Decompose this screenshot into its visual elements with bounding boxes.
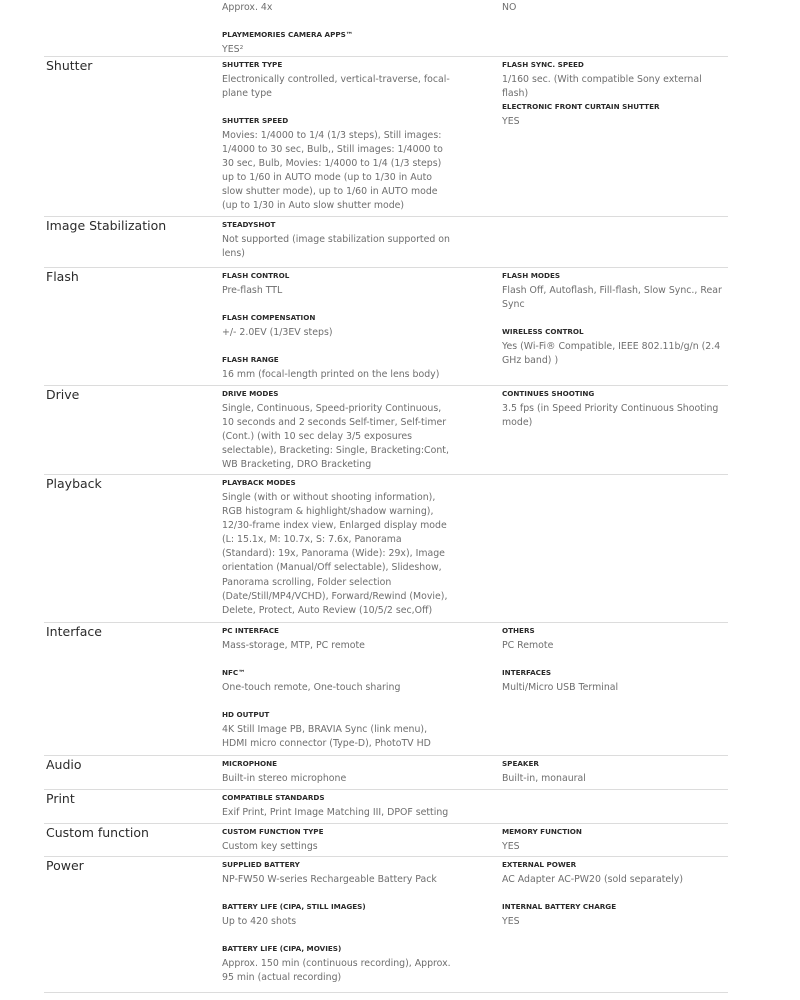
- spec-value: Not supported (image stabilization supported on lens): [222, 234, 450, 260]
- category-heading: Audio: [46, 757, 82, 772]
- spec-label: BATTERY LIFE (CIPA, STILL IMAGES): [222, 902, 366, 911]
- spec-row-audio: [0, 759, 800, 793]
- spec-value: Up to 420 shots: [222, 916, 297, 927]
- spec-value: NO: [502, 2, 517, 13]
- spec-label: EXTERNAL POWER: [502, 860, 577, 869]
- spec-item: [502, 902, 728, 929]
- spec-item: [502, 759, 728, 786]
- spec-label: SHUTTER SPEED: [222, 116, 289, 125]
- spec-row-image-stabilization: [0, 220, 800, 271]
- spec-row-interface: [0, 626, 800, 759]
- spec-value: 3.5 fps (in Speed Priority Continuous Shooting mode): [502, 403, 719, 429]
- spec-item: [502, 668, 728, 695]
- category-heading: Image Stabilization: [46, 218, 167, 233]
- spec-value: One-touch remote, One-touch sharing: [222, 682, 401, 693]
- spec-item: [222, 355, 454, 382]
- spec-label: PC INTERFACE: [222, 626, 279, 635]
- spec-item: [222, 220, 454, 261]
- spec-item: [222, 30, 454, 57]
- category-heading: Shutter: [46, 58, 93, 73]
- spec-value: YES: [502, 916, 520, 927]
- spec-label: MICROPHONE: [222, 759, 278, 768]
- spec-row-shutter: [0, 60, 800, 220]
- spec-value: Movies: 1/4000 to 1/4 (1/3 steps), Still images: 1/4000 to 30 sec, Bulb,, Still images: 1/4000 to 30 sec, Bulb, Movies: 1/4000 to 1/4 (1/3 steps) up to 1/60 in AUTO mode (up to 1/30 in Auto slow shutter mode), up to 1/60 in AUTO mode (up to 1/30 in Auto slow shutter mode): [222, 130, 443, 212]
- spec-item: [222, 710, 454, 751]
- spec-label: ELECTRONIC FRONT CURTAIN SHUTTER: [502, 102, 660, 111]
- spec-label: FLASH SYNC. SPEED: [502, 60, 584, 69]
- spec-item: [502, 827, 728, 854]
- spec-label: NFC™: [222, 668, 246, 677]
- spec-item: [222, 478, 454, 618]
- spec-label: FLASH CONTROL: [222, 271, 290, 280]
- spec-item: [222, 271, 454, 298]
- category-heading: Print: [46, 791, 75, 806]
- spec-value: Flash Off, Autoflash, Fill-flash, Slow Sync., Rear Sync: [502, 285, 722, 311]
- spec-value: YES²: [222, 44, 244, 55]
- spec-item: [502, 271, 728, 312]
- spec-value: 1/160 sec. (With compatible Sony external flash): [502, 74, 702, 100]
- spec-value: Exif Print, Print Image Matching III, DPOF setting: [222, 807, 449, 818]
- category-heading: Interface: [46, 624, 102, 639]
- spec-row-playback: [0, 478, 800, 626]
- spec-item: [222, 389, 454, 472]
- spec-value: PC Remote: [502, 640, 554, 651]
- spec-value: YES: [502, 116, 520, 127]
- spec-row-power: [0, 860, 800, 996]
- row-divider: [44, 992, 728, 993]
- row-divider: [44, 856, 728, 857]
- spec-row-item: [0, 0, 800, 60]
- spec-row-drive: [0, 389, 800, 478]
- spec-label: SHUTTER TYPE: [222, 60, 283, 69]
- spec-label: PLAYBACK MODES: [222, 478, 296, 487]
- row-divider: [44, 789, 728, 790]
- spec-value: Mass-storage, MTP, PC remote: [222, 640, 365, 651]
- category-heading: Flash: [46, 269, 79, 284]
- spec-label: PLAYMEMORIES CAMERA APPS™: [222, 30, 354, 39]
- spec-label: WIRELESS CONTROL: [502, 327, 584, 336]
- spec-value: Pre-flash TTL: [222, 285, 283, 296]
- spec-item: [222, 793, 454, 820]
- spec-value: Built-in stereo microphone: [222, 773, 347, 784]
- spec-value: YES: [502, 841, 520, 852]
- spec-item: [502, 0, 728, 15]
- spec-value: 16 mm (focal-length printed on the lens body): [222, 369, 440, 380]
- category-heading: Playback: [46, 476, 102, 491]
- spec-item: [502, 389, 728, 430]
- spec-item: [222, 827, 454, 854]
- spec-row-print: [0, 793, 800, 827]
- spec-label: SPEAKER: [502, 759, 539, 768]
- spec-value: Multi/Micro USB Terminal: [502, 682, 619, 693]
- spec-label: FLASH RANGE: [222, 355, 279, 364]
- spec-item: [222, 902, 454, 929]
- spec-item: [222, 860, 454, 887]
- spec-label: SUPPLIED BATTERY: [222, 860, 300, 869]
- spec-label: COMPATIBLE STANDARDS: [222, 793, 325, 802]
- category-heading: Custom function: [46, 825, 149, 840]
- spec-item: [222, 944, 454, 985]
- spec-value: Built-in, monaural: [502, 773, 586, 784]
- spec-label: STEADYSHOT: [222, 220, 276, 229]
- spec-item: [222, 116, 454, 214]
- spec-value: Approx. 150 min (continuous recording), Approx. 95 min (actual recording): [222, 958, 451, 984]
- spec-value: Yes (Wi-Fi® Compatible, IEEE 802.11b/g/n (2.4 GHz band) ): [502, 341, 721, 367]
- spec-value: Approx. 4x: [222, 2, 273, 13]
- spec-label: INTERNAL BATTERY CHARGE: [502, 902, 617, 911]
- spec-label: FLASH MODES: [502, 271, 561, 280]
- spec-item: [502, 102, 728, 129]
- spec-item: [502, 626, 728, 653]
- row-divider: [44, 216, 728, 217]
- spec-item: [502, 60, 728, 101]
- spec-value: NP-FW50 W-series Rechargeable Battery Pack: [222, 874, 437, 885]
- spec-item: [502, 327, 728, 368]
- spec-label: HD OUTPUT: [222, 710, 270, 719]
- spec-item: [222, 759, 454, 786]
- spec-item: [222, 668, 454, 695]
- category-heading: Power: [46, 858, 84, 873]
- row-divider: [44, 622, 728, 623]
- spec-value: Electronically controlled, vertical-traverse, focal-plane type: [222, 74, 450, 100]
- spec-row-flash: [0, 271, 800, 389]
- spec-value: Single (with or without shooting information), RGB histogram & highlight/shadow warning), 12/30-frame index view, Enlarged display mode (L: 15.1x, M: 10.7x, S: 7.6x, Panorama (Standard): 19x, Panorama (Wide): 29x), Image orientation (Manual/Off selectable), Slideshow, Panorama scrolling, Folder selection (Date/Still/MP4/VCHD), Forward/Rewind (Movie), Delete, Protect, Auto Review (10/5/2 sec,Off): [222, 492, 448, 616]
- spec-item: [222, 313, 454, 340]
- spec-item: [222, 60, 454, 101]
- category-heading: Drive: [46, 387, 80, 402]
- row-divider: [44, 823, 728, 824]
- row-divider: [44, 474, 728, 475]
- spec-label: CUSTOM FUNCTION TYPE: [222, 827, 324, 836]
- spec-item: [502, 860, 728, 887]
- spec-label: BATTERY LIFE (CIPA, MOVIES): [222, 944, 342, 953]
- spec-label: FLASH COMPENSATION: [222, 313, 316, 322]
- spec-label: DRIVE MODES: [222, 389, 279, 398]
- spec-value: 4K Still Image PB, BRAVIA Sync (link menu), HDMI micro connector (Type-D), PhotoTV HD: [222, 724, 431, 750]
- spec-value: AC Adapter AC-PW20 (sold separately): [502, 874, 683, 885]
- row-divider: [44, 755, 728, 756]
- spec-row-custom-function: [0, 827, 800, 860]
- spec-item: [222, 626, 454, 653]
- row-divider: [44, 385, 728, 386]
- spec-label: INTERFACES: [502, 668, 552, 677]
- spec-value: Custom key settings: [222, 841, 318, 852]
- row-divider: [44, 267, 728, 268]
- spec-label: CONTINUES SHOOTING: [502, 389, 595, 398]
- spec-value: Single, Continuous, Speed-priority Continuous, 10 seconds and 2 seconds Self-timer, Self-timer (Cont.) (with 10 sec delay 3/5 exposures selectable), Bracketing: Single, Bracketing:Cont, WB Bracketing, DRO Bracketing: [222, 403, 449, 471]
- row-divider: [44, 56, 728, 57]
- spec-value: +/- 2.0EV (1/3EV steps): [222, 327, 333, 338]
- spec-label: MEMORY FUNCTION: [502, 827, 582, 836]
- spec-label: OTHERS: [502, 626, 535, 635]
- spec-item: [222, 0, 454, 15]
